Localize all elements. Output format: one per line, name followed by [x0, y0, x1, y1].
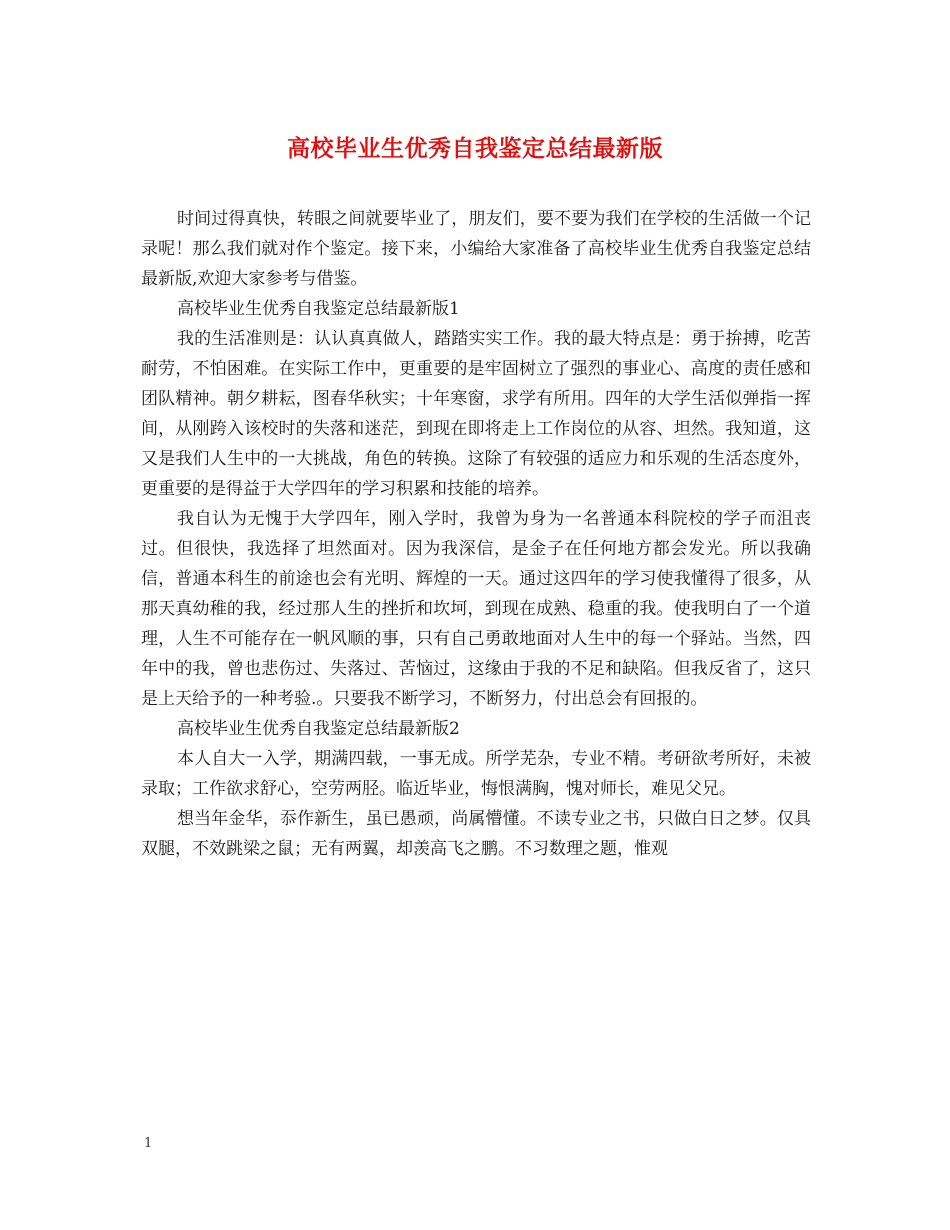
- section-1-paragraph-1: 我的生活准则是：认认真真做人，踏踏实实工作。我的最大特点是：勇于拚搏，吃苦耐劳，不怕困难。在实际工作中，更重要的是牢固树立了强烈的事业心、高度的责任感和团队精神。朝夕耕耘，图春华秋实；十年寒窗，求学有所用。四年的大学生活似弹指一挥间，从刚跨入该校时的失落和迷茫，到现在即将走上工作岗位的从容、坦然。我知道，这又是我们人生中的一大挑战，角色的转换。这除了有较强的适应力和乐观的生活态度外，更重要的是得益于大学四年的学习积累和技能的培养。: [141, 329, 811, 499]
- document-title: 高校毕业生优秀自我鉴定总结最新版: [287, 135, 663, 162]
- section-2-paragraph-2: 想当年金华，忝作新生，虽已愚顽，尚属懵懂。不读专业之书，只做白日之梦。仅具双腿，不效跳梁之鼠；无有两翼，却羡高飞之鹏。不习数理之题，惟观: [141, 809, 811, 859]
- section-1-heading: 高校毕业生优秀自我鉴定总结最新版1: [177, 299, 460, 319]
- intro-paragraph: 时间过得真快，转眼之间就要毕业了，朋友们，要不要为我们在学校的生活做一个记录呢！那么我们就对作个鉴定。接下来，小编给大家准备了高校毕业生优秀自我鉴定总结最新版,欢迎大家参考与借鉴。: [141, 209, 811, 289]
- document-body: [141, 204, 811, 864]
- section-1-paragraph-2: 我自认为无愧于大学四年，刚入学时，我曾为身为一名普通本科院校的学子而沮丧过。但很快，我选择了坦然面对。因为我深信，是金子在任何地方都会发光。所以我确信，普通本科生的前途也会有光明、辉煌的一天。通过这四年的学习使我懂得了很多，从那天真幼稚的我，经过那人生的挫折和坎坷，到现在成熟、稳重的我。使我明白了一个道理，人生不可能存在一帆风顺的事，只有自己勇敢地面对人生中的每一个驿站。当然，四年中的我，曾也悲伤过、失落过、苦恼过，这缘由于我的不足和缺陷。但我反省了，这只是上天给予的一种考验.。只要我不断学习，不断努力，付出总会有回报的。: [141, 509, 811, 709]
- page-number: 1: [144, 1136, 153, 1151]
- section-2-heading: 高校毕业生优秀自我鉴定总结最新版2: [177, 719, 460, 739]
- section-2-paragraph-1: 本人自大一入学，期满四载，一事无成。所学芜杂，专业不精。考研欲考所好，未被录取；工作欲求舒心，空劳两胫。临近毕业，悔恨满胸，愧对师长，难见父兄。: [141, 749, 811, 799]
